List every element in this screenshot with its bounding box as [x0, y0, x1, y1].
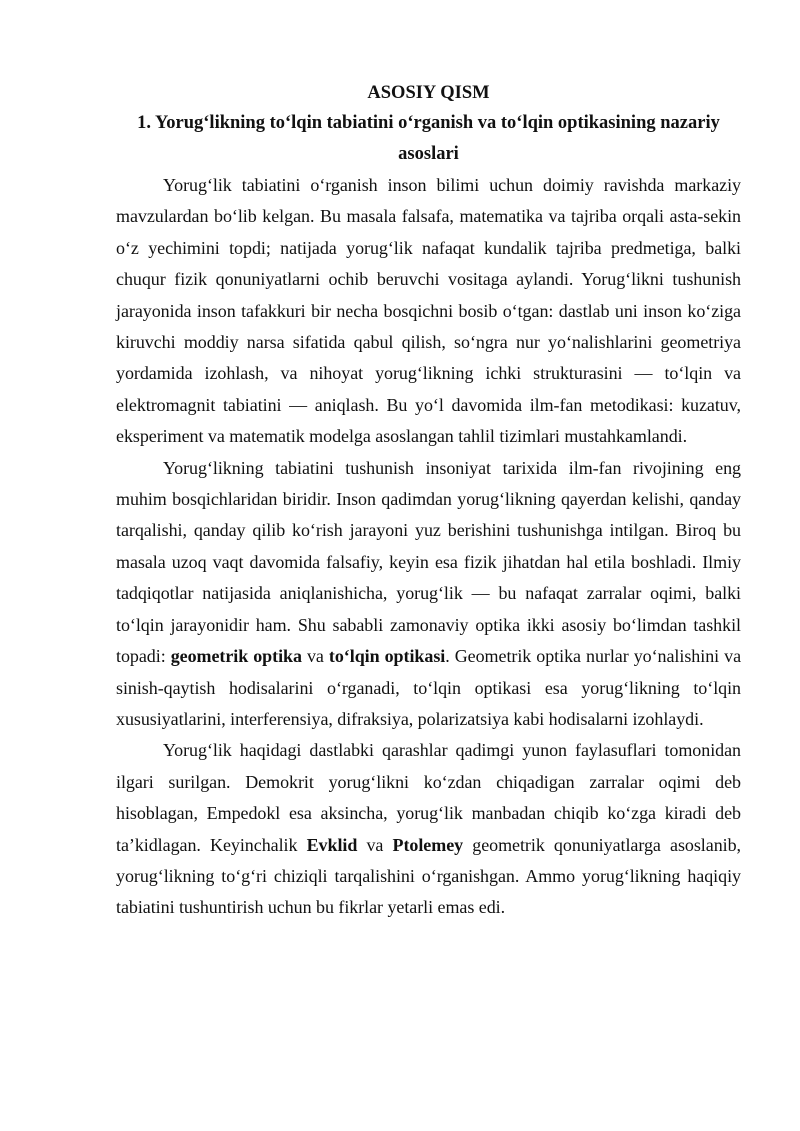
paragraph-2: [116, 453, 741, 736]
document-page: [116, 78, 741, 924]
paragraph-3-text-a: Yorug‘lik haqidagi dastlabki qarashlar qadimgi yunon faylasuflari tomonidan ilgari surilgan. Demokrit yorug‘likni ko‘zdan chiqadigan zarralar oqimi deb hisoblagan, Empedokl esa aksincha, yorug‘lik manbadan chiqib ko‘zga kiradi deb ta’kidlagan. Keyinchalik: [116, 740, 741, 855]
term-tolqin-optikasi: to‘lqin optikasi: [328, 646, 446, 667]
name-ptolemey: Ptolemey: [392, 834, 464, 855]
name-evklid: Evklid: [306, 834, 358, 855]
term-geometrik-optika: geometrik optika: [170, 646, 302, 667]
paragraph-3-text-c: geometrik qonuniyatlarga asoslanib, yorug‘likning to‘g‘ri chiziqli tarqalishini o‘rganishgan. Ammo yorug‘likning haqiqiy tabiatini tushuntirish uchun bu fikrlar yetarli emas edi.: [116, 834, 741, 918]
paragraph-2-text-c: . Geometrik optika nurlar yo‘nalishini va sinish-qaytish hodisalarini o‘rganadi, to‘lqin optikasi esa yorug‘likning to‘lqin xususiyatlarini, interferensiya, difraksiya, polarizatsiya kabi hodisalarni izohlaydi.: [116, 646, 742, 729]
paragraph-1: Yorug‘lik tabiatini o‘rganish inson bilimi uchun doimiy ravishda markaziy mavzulardan bo‘lib kelgan. Bu masala falsafa, matematika va tajriba orqali asta-sekin o‘z yechimini topdi; natijada yorug‘lik nafaqat kundalik tajriba predmetiga, balki chuqur fizik qonuniyatlarni ochib beruvchi vositaga aylandi. Yorug‘likni tushunish jarayonida inson tafakkuri bir necha bosqichni bosib o‘tgan: dastlab uni inson ko‘ziga kiruvchi moddiy narsa sifatida qabul qilish, so‘ngra nur yo‘nalishlarini geometriya yordamida izohlash, va nihoyat yorug‘likning ichki strukturasini — to‘lqin va elektromagnit tabiatini — aniqlash. Bu yo‘l davomida ilm-fan metodikasi: kuzatuv, eksperiment va matematik modelga asoslangan tahlil tizimlari mustahkamlandi.: [116, 175, 741, 447]
paragraph-2-text-b: va: [301, 646, 329, 667]
paragraph-2-text-a: Yorug‘likning tabiatini tushunish insoniyat tarixida ilm-fan rivojining eng muhim bosqichlaridan biridir. Inson qadimdan yorug‘likning qayerdan kelishi, qanday tarqalishi, qanday qilib ko‘rish jarayoni yuz berishini tushunishga intilgan. Biroq bu masala uzoq vaqt davomida falsafiy, keyin esa fizik jihatdan hal etila boshladi. Ilmiy tadqiqotlar natijasida aniqlanishicha, yorug‘lik — bu nafaqat zarralar oqimi, balki to‘lqin jarayonidir ham. Shu sababli zamonaviy optika ikki asosiy bo‘limdan tashkil topadi:: [116, 457, 741, 667]
chapter-title: 1. Yorug‘likning to‘lqin tabiatini o‘rganish va to‘lqin optikasining nazariy asoslari: [137, 113, 720, 164]
section-title: ASOSIY QISM: [367, 83, 490, 103]
paragraph-3-text-b: va: [357, 834, 393, 855]
paragraph-3: [116, 735, 741, 923]
